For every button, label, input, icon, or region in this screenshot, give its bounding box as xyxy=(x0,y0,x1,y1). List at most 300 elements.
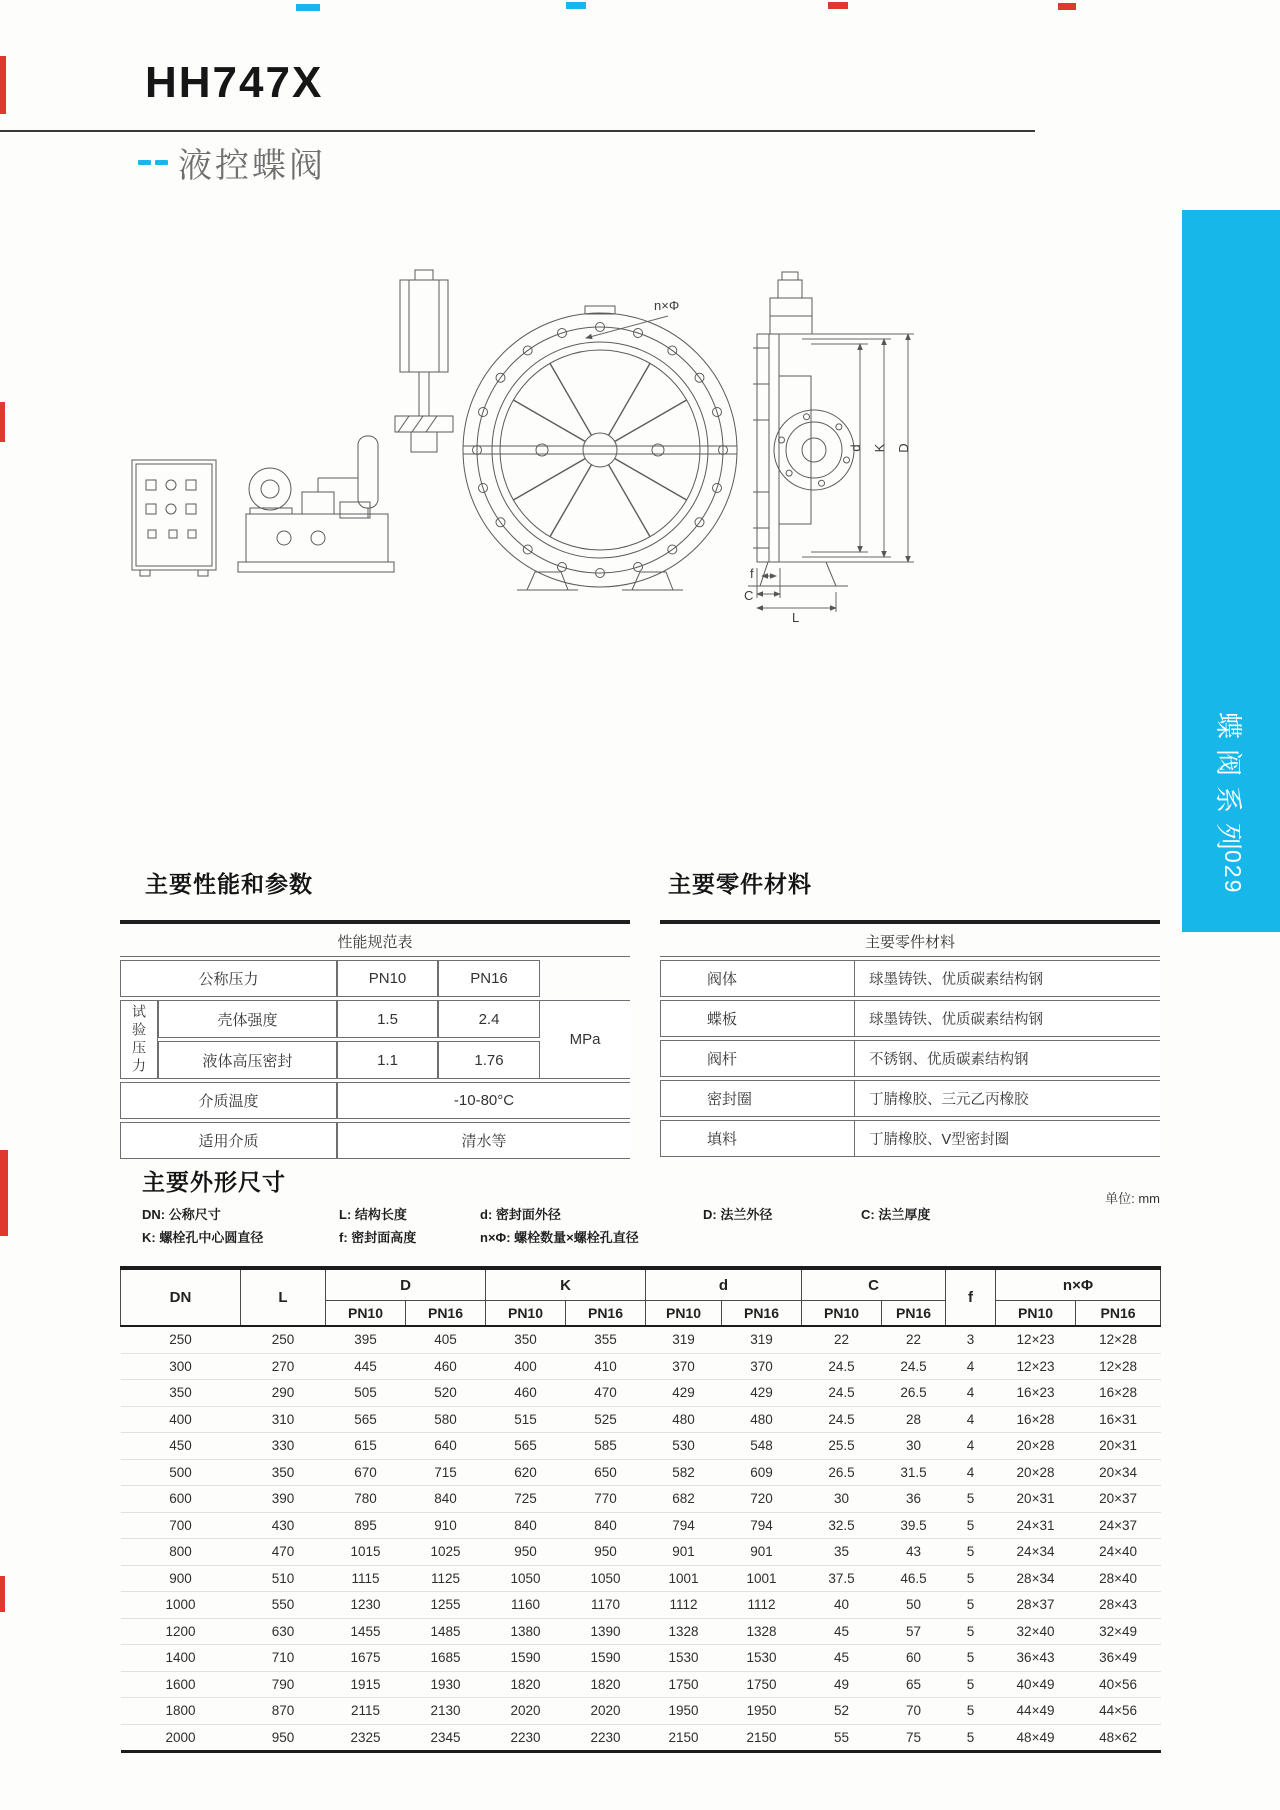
material-value: 丁腈橡胶、三元乙丙橡胶 xyxy=(855,1080,1160,1117)
table-row xyxy=(121,1326,1161,1353)
liquid-seal-label: 液体高压密封 xyxy=(158,1041,337,1079)
dimension-cell: 2000 xyxy=(165,1729,196,1745)
dimension-cell: 1115 xyxy=(326,1565,406,1592)
materials-heading: 主要零件材料 xyxy=(668,871,812,897)
shell-strength-label: 壳体强度 xyxy=(158,1000,337,1038)
dimension-cell: 2345 xyxy=(430,1729,461,1745)
dimension-cell: 1170 xyxy=(566,1592,646,1619)
dimension-cell: 350 xyxy=(241,1459,326,1486)
dimension-cell: 1001 xyxy=(646,1565,722,1592)
side-tab-page-number: 029 xyxy=(1220,850,1246,895)
dimension-cell: 22 xyxy=(882,1326,946,1353)
dimension-cell: 12×28 xyxy=(1076,1326,1161,1353)
page-subtitle-label: 液控蝶阀 xyxy=(178,147,326,185)
liquid-seal-pn10: 1.1 xyxy=(337,1041,438,1079)
table-row xyxy=(121,1406,1161,1433)
dim-d-label: d xyxy=(848,444,863,452)
col-header-f: f xyxy=(946,1268,996,1326)
dimension-cell: 44×49 xyxy=(996,1698,1076,1725)
dimension-cell: 46.5 xyxy=(882,1565,946,1592)
dimension-cell: 32×49 xyxy=(1076,1618,1161,1645)
dimension-cell: 410 xyxy=(566,1353,646,1380)
dimension-cell: 1160 xyxy=(486,1592,566,1619)
table-row xyxy=(121,1353,1161,1380)
dimension-cell: 24×37 xyxy=(1076,1512,1161,1539)
dimension-cell: 950 xyxy=(271,1729,295,1745)
table-row xyxy=(121,1512,1161,1539)
col-group-header: d xyxy=(646,1268,802,1301)
table-row xyxy=(121,1486,1161,1513)
dimension-cell: 720 xyxy=(722,1486,802,1513)
col-subheader-pn16: PN16 xyxy=(406,1301,486,1327)
dimension-cell: 52 xyxy=(802,1698,882,1725)
dimension-cell: 395 xyxy=(326,1326,406,1353)
dimension-cell: 24.5 xyxy=(802,1406,882,1433)
control-cabinet-drawing xyxy=(132,460,216,576)
material-part-label: 密封圈 xyxy=(660,1080,855,1117)
dimension-cell: 350 xyxy=(486,1326,566,1353)
medium-label: 适用介质 xyxy=(120,1122,337,1159)
dimension-cell: 450 xyxy=(121,1433,241,1460)
dim-f-label: f xyxy=(750,566,754,581)
dimension-cell: 40×56 xyxy=(1076,1671,1161,1698)
dimension-cell: 5 xyxy=(946,1645,996,1672)
dimension-cell: 30 xyxy=(882,1433,946,1460)
scan-artifact xyxy=(0,1576,5,1612)
dimension-cell: 460 xyxy=(486,1380,566,1407)
dimension-cell: 65 xyxy=(882,1671,946,1698)
dimension-cell: 1950 xyxy=(646,1698,722,1725)
dimension-cell: 5 xyxy=(946,1698,996,1725)
legend-item: K: 螺栓孔中心圆直径 xyxy=(142,1230,264,1245)
dimension-cell: 530 xyxy=(646,1433,722,1460)
bolt-count-label: n×Φ xyxy=(654,298,680,313)
dimension-cell: 840 xyxy=(486,1512,566,1539)
accent-dash-icon xyxy=(155,160,168,165)
dimension-cell: 2130 xyxy=(406,1698,486,1725)
scan-artifact xyxy=(828,2,848,9)
dimension-cell: 43 xyxy=(882,1539,946,1566)
dimension-cell: 30 xyxy=(802,1486,882,1513)
pump-unit-drawing xyxy=(238,436,394,572)
dimensions-heading: 主要外形尺寸 xyxy=(142,1169,286,1195)
dimension-cell: 350 xyxy=(121,1380,241,1407)
dimension-cell: 48×62 xyxy=(1099,1729,1137,1745)
dimension-cell: 2115 xyxy=(326,1698,406,1725)
dimension-cell: 20×28 xyxy=(996,1459,1076,1486)
col-header-l: L xyxy=(241,1268,326,1326)
dimension-cell: 28×43 xyxy=(1076,1592,1161,1619)
dimension-cell: 75 xyxy=(906,1729,922,1745)
dimension-cell: 40×49 xyxy=(996,1671,1076,1698)
col-subheader-pn10: PN10 xyxy=(646,1301,722,1327)
dimension-cell: 20×34 xyxy=(1076,1459,1161,1486)
table-row xyxy=(121,1539,1161,1566)
dimension-cell: 28×40 xyxy=(1076,1565,1161,1592)
dimension-cell: 682 xyxy=(646,1486,722,1513)
dimension-cell: 901 xyxy=(646,1539,722,1566)
dimension-cell: 790 xyxy=(241,1671,326,1698)
dimension-cell: 2150 xyxy=(668,1729,699,1745)
dimension-cell: 620 xyxy=(486,1459,566,1486)
dimension-cell: 20×31 xyxy=(1076,1433,1161,1460)
dimension-cell: 5 xyxy=(946,1565,996,1592)
dimension-cell: 370 xyxy=(722,1353,802,1380)
col-group-header: D xyxy=(326,1268,486,1301)
dimension-cell: 470 xyxy=(241,1539,326,1566)
dim-c-label: C xyxy=(744,588,754,603)
dimension-cell: 950 xyxy=(486,1539,566,1566)
dimension-cell: 31.5 xyxy=(882,1459,946,1486)
dimension-cell: 1820 xyxy=(566,1671,646,1698)
dimension-cell: 5 xyxy=(946,1592,996,1619)
title-divider xyxy=(0,130,1035,132)
dimension-legend-row2 xyxy=(142,1227,639,1246)
dimension-cell: 565 xyxy=(326,1406,406,1433)
dimension-cell: 37.5 xyxy=(802,1565,882,1592)
side-tab-series-label: 蝶阀系列 xyxy=(1213,712,1243,860)
table-row xyxy=(121,1592,1161,1619)
dimension-cell: 1390 xyxy=(566,1618,646,1645)
dimension-cell: 525 xyxy=(566,1406,646,1433)
dimension-legend-row1 xyxy=(142,1204,930,1223)
dimension-cell: 270 xyxy=(241,1353,326,1380)
dimension-cell: 500 xyxy=(121,1459,241,1486)
dimension-cell: 550 xyxy=(241,1592,326,1619)
table-row xyxy=(121,1645,1161,1672)
dimension-cell: 895 xyxy=(326,1512,406,1539)
dimension-cell: 840 xyxy=(566,1512,646,1539)
dimension-cell: 1685 xyxy=(406,1645,486,1672)
dimension-cell: 580 xyxy=(406,1406,486,1433)
dimension-cell: 794 xyxy=(722,1512,802,1539)
col-subheader-pn16: PN16 xyxy=(566,1301,646,1327)
dimension-cell: 1015 xyxy=(326,1539,406,1566)
scan-artifact xyxy=(0,1150,8,1236)
dimension-cell: 4 xyxy=(946,1353,996,1380)
dimension-cell: 5 xyxy=(946,1671,996,1698)
scan-artifact xyxy=(566,2,586,9)
dimension-cell: 800 xyxy=(121,1539,241,1566)
dimension-cell: 330 xyxy=(241,1433,326,1460)
dimension-cell: 250 xyxy=(241,1326,326,1353)
dimension-cell: 1001 xyxy=(722,1565,802,1592)
dimension-cell: 1025 xyxy=(406,1539,486,1566)
table-row xyxy=(121,1724,1161,1752)
dimension-cell: 950 xyxy=(566,1539,646,1566)
col-group-header: n×Φ xyxy=(996,1268,1161,1301)
dimension-cell: 615 xyxy=(326,1433,406,1460)
dimension-cell: 710 xyxy=(241,1645,326,1672)
dimension-cell: 48×49 xyxy=(1016,1729,1055,1745)
dimension-cell: 370 xyxy=(646,1353,722,1380)
dimension-cell: 505 xyxy=(326,1380,406,1407)
dimension-cell: 670 xyxy=(326,1459,406,1486)
col-group-header: K xyxy=(486,1268,646,1301)
medium-value: 清水等 xyxy=(337,1122,630,1159)
dimension-cell: 1750 xyxy=(646,1671,722,1698)
dimension-cell: 16×23 xyxy=(996,1380,1076,1407)
material-part-label: 阀杆 xyxy=(660,1040,855,1077)
dimension-cell: 5 xyxy=(946,1486,996,1513)
dimension-cell: 2230 xyxy=(510,1729,541,1745)
dimension-cell: 1125 xyxy=(406,1565,486,1592)
scan-artifact xyxy=(296,4,320,11)
table-row xyxy=(121,1671,1161,1698)
dimension-cell: 630 xyxy=(241,1618,326,1645)
nominal-pressure-label: 公称压力 xyxy=(120,960,337,997)
dimension-cell: 1820 xyxy=(486,1671,566,1698)
dimension-cell: 4 xyxy=(946,1433,996,1460)
dimension-cell: 1400 xyxy=(121,1645,241,1672)
shell-strength-pn16: 2.4 xyxy=(438,1000,540,1038)
dimension-cell: 480 xyxy=(646,1406,722,1433)
table-row xyxy=(121,1698,1161,1725)
legend-item: C: 法兰厚度 xyxy=(861,1207,931,1222)
dimension-cell: 4 xyxy=(946,1459,996,1486)
dimension-cell: 1255 xyxy=(406,1592,486,1619)
legend-item: DN: 公称尺寸 xyxy=(142,1207,221,1222)
dimension-cell: 1530 xyxy=(646,1645,722,1672)
performance-table-title: 性能规范表 xyxy=(120,927,630,957)
dimension-cell: 2150 xyxy=(746,1729,777,1745)
dimension-cell: 405 xyxy=(406,1326,486,1353)
legend-item: f: 密封面高度 xyxy=(339,1230,417,1245)
dimension-cell: 32×40 xyxy=(996,1618,1076,1645)
dimension-cell: 1675 xyxy=(326,1645,406,1672)
performance-table xyxy=(120,920,630,1159)
dimension-cell: 1530 xyxy=(722,1645,802,1672)
material-value: 不锈钢、优质碳素结构钢 xyxy=(855,1040,1160,1077)
dimension-cell: 40 xyxy=(802,1592,882,1619)
col-subheader-pn10: PN10 xyxy=(486,1301,566,1327)
dimension-cell: 1800 xyxy=(121,1698,241,1725)
dimension-cell: 565 xyxy=(486,1433,566,1460)
dimension-cell: 429 xyxy=(646,1380,722,1407)
dimension-cell: 600 xyxy=(121,1486,241,1513)
dimension-cell: 1328 xyxy=(722,1618,802,1645)
dimension-cell: 1950 xyxy=(722,1698,802,1725)
dimension-cell: 700 xyxy=(121,1512,241,1539)
dimension-cell: 715 xyxy=(406,1459,486,1486)
dimension-cell: 582 xyxy=(646,1459,722,1486)
dimension-cell: 390 xyxy=(241,1486,326,1513)
dimension-cell: 1230 xyxy=(326,1592,406,1619)
dimension-cell: 609 xyxy=(722,1459,802,1486)
dimension-cell: 430 xyxy=(241,1512,326,1539)
dimension-cell: 1112 xyxy=(722,1592,802,1619)
dimension-cell: 780 xyxy=(326,1486,406,1513)
performance-heading: 主要性能和参数 xyxy=(145,871,313,897)
col-subheader-pn10: PN10 xyxy=(326,1301,406,1327)
dimension-cell: 5 xyxy=(946,1539,996,1566)
col-subheader-pn16: PN16 xyxy=(722,1301,802,1327)
material-value: 球墨铸铁、优质碳素结构钢 xyxy=(855,1000,1160,1037)
dimension-cell: 1750 xyxy=(722,1671,802,1698)
dimension-cell: 250 xyxy=(121,1326,241,1353)
scan-artifact xyxy=(1058,3,1076,10)
col-subheader-pn16: PN16 xyxy=(1076,1301,1161,1327)
material-part-label: 阀体 xyxy=(660,960,855,997)
unit-note: 单位: mm xyxy=(1105,1191,1160,1206)
dimension-cell: 20×37 xyxy=(1076,1486,1161,1513)
dimension-cell: 515 xyxy=(486,1406,566,1433)
dimension-cell: 35 xyxy=(802,1539,882,1566)
legend-item: d: 密封面外径 xyxy=(480,1207,561,1222)
col-subheader-pn10: PN10 xyxy=(996,1301,1076,1327)
valve-front-view-drawing xyxy=(463,306,737,590)
dimension-cell: 57 xyxy=(882,1618,946,1645)
dimension-cell: 840 xyxy=(406,1486,486,1513)
hydraulic-cylinder-drawing xyxy=(395,270,453,452)
dimension-cell: 1112 xyxy=(646,1592,722,1619)
table-row xyxy=(121,1565,1161,1592)
dim-l-label: L xyxy=(792,610,800,625)
dimension-cell: 400 xyxy=(121,1406,241,1433)
dimension-cell: 1000 xyxy=(121,1592,241,1619)
dimension-cell: 900 xyxy=(121,1565,241,1592)
dimension-cell: 39.5 xyxy=(882,1512,946,1539)
dimension-cell: 28×34 xyxy=(996,1565,1076,1592)
dim-D-label: D xyxy=(896,443,911,453)
dimension-cell: 16×31 xyxy=(1076,1406,1161,1433)
dimension-cell: 429 xyxy=(722,1380,802,1407)
dimension-cell: 16×28 xyxy=(1076,1380,1161,1407)
dimension-cell: 1328 xyxy=(646,1618,722,1645)
pn16-header: PN16 xyxy=(438,960,540,997)
material-value: 丁腈橡胶、V型密封圈 xyxy=(855,1120,1160,1157)
dimension-cell: 725 xyxy=(486,1486,566,1513)
dimension-cell: 16×28 xyxy=(996,1406,1076,1433)
accent-dash-icon xyxy=(138,160,151,165)
medium-temp-value: -10-80°C xyxy=(337,1082,630,1119)
col-group-header: C xyxy=(802,1268,946,1301)
pn10-header: PN10 xyxy=(337,960,438,997)
dimension-cell: 1915 xyxy=(326,1671,406,1698)
dimension-cell: 20×31 xyxy=(996,1486,1076,1513)
dimension-cell: 290 xyxy=(241,1380,326,1407)
dimension-cell: 12×23 xyxy=(996,1326,1076,1353)
model-title: HH747X xyxy=(145,58,324,107)
dimension-cell: 910 xyxy=(406,1512,486,1539)
legend-item: L: 结构长度 xyxy=(339,1207,407,1222)
dimension-cell: 650 xyxy=(566,1459,646,1486)
dimension-cell: 20×28 xyxy=(996,1433,1076,1460)
dimension-cell: 12×23 xyxy=(996,1353,1076,1380)
dimension-cell: 355 xyxy=(566,1326,646,1353)
dimension-cell: 4 xyxy=(946,1380,996,1407)
dimension-cell: 585 xyxy=(566,1433,646,1460)
dimension-cell: 24×34 xyxy=(996,1539,1076,1566)
dimension-cell: 445 xyxy=(326,1353,406,1380)
dimension-cell: 26.5 xyxy=(802,1459,882,1486)
table-row xyxy=(121,1380,1161,1407)
col-header-dn: DN xyxy=(121,1268,241,1326)
dimension-cell: 24×40 xyxy=(1076,1539,1161,1566)
dimension-cell: 1380 xyxy=(486,1618,566,1645)
shell-strength-pn10: 1.5 xyxy=(337,1000,438,1038)
dimension-cell: 24.5 xyxy=(802,1353,882,1380)
material-part-label: 蝶板 xyxy=(660,1000,855,1037)
dimension-cell: 870 xyxy=(241,1698,326,1725)
dimension-cell: 50 xyxy=(882,1592,946,1619)
dimension-cell: 400 xyxy=(486,1353,566,1380)
table-row xyxy=(121,1433,1161,1460)
dimension-cell: 5 xyxy=(966,1729,975,1745)
dimension-cell: 1200 xyxy=(121,1618,241,1645)
dimension-cell: 470 xyxy=(566,1380,646,1407)
dimension-cell: 24×31 xyxy=(996,1512,1076,1539)
test-pressure-label: 试验压力 xyxy=(120,1000,158,1079)
materials-table-title: 主要零件材料 xyxy=(660,927,1160,957)
dimension-cell: 1590 xyxy=(566,1645,646,1672)
dimension-cell: 5 xyxy=(946,1618,996,1645)
dimension-cell: 901 xyxy=(722,1539,802,1566)
dimension-cell: 460 xyxy=(406,1353,486,1380)
table-row xyxy=(121,1459,1161,1486)
pressure-unit: MPa xyxy=(540,1000,630,1079)
dimension-cell: 3 xyxy=(946,1326,996,1353)
dimension-cell: 36 xyxy=(882,1486,946,1513)
dimension-cell: 44×56 xyxy=(1076,1698,1161,1725)
dimensions-table xyxy=(120,1266,1161,1753)
dimension-cell: 300 xyxy=(121,1353,241,1380)
dimension-cell: 1050 xyxy=(566,1565,646,1592)
valve-side-view-drawing xyxy=(748,272,854,586)
dimension-cell: 1485 xyxy=(406,1618,486,1645)
dimension-cell: 1600 xyxy=(121,1671,241,1698)
dimension-cell: 510 xyxy=(241,1565,326,1592)
material-value: 球墨铸铁、优质碳素结构钢 xyxy=(855,960,1160,997)
valve-technical-drawing xyxy=(112,256,972,676)
dimension-cell: 25.5 xyxy=(802,1433,882,1460)
dimension-cell: 2020 xyxy=(566,1698,646,1725)
legend-item: D: 法兰外径 xyxy=(703,1207,773,1222)
dimension-cell: 12×28 xyxy=(1076,1353,1161,1380)
dimension-cell: 319 xyxy=(722,1326,802,1353)
dimension-cell: 5 xyxy=(946,1512,996,1539)
dimension-cell: 36×43 xyxy=(996,1645,1076,1672)
dimension-cell: 28×37 xyxy=(996,1592,1076,1619)
dimension-cell: 45 xyxy=(802,1645,882,1672)
dimension-cell: 24.5 xyxy=(882,1353,946,1380)
dimension-cell: 1590 xyxy=(486,1645,566,1672)
dimension-cell: 310 xyxy=(241,1406,326,1433)
dim-k-label: K xyxy=(872,443,887,453)
dimension-cell: 24.5 xyxy=(802,1380,882,1407)
col-subheader-pn10: PN10 xyxy=(802,1301,882,1327)
dimension-cell: 480 xyxy=(722,1406,802,1433)
scan-artifact xyxy=(0,402,5,442)
dimension-cell: 45 xyxy=(802,1618,882,1645)
materials-table xyxy=(660,920,1160,1157)
dimension-cell: 770 xyxy=(566,1486,646,1513)
dimension-cell: 70 xyxy=(882,1698,946,1725)
legend-item: n×Φ: 螺栓数量×螺栓孔直径 xyxy=(480,1230,639,1245)
dimension-cell: 1050 xyxy=(486,1565,566,1592)
dimension-cell: 36×49 xyxy=(1076,1645,1161,1672)
dimension-cell: 55 xyxy=(834,1729,850,1745)
dimension-cell: 32.5 xyxy=(802,1512,882,1539)
scan-artifact xyxy=(0,56,6,114)
dimension-cell: 22 xyxy=(802,1326,882,1353)
dimension-cell: 794 xyxy=(646,1512,722,1539)
dimension-cell: 1455 xyxy=(326,1618,406,1645)
dimension-cell: 49 xyxy=(802,1671,882,1698)
medium-temp-label: 介质温度 xyxy=(120,1082,337,1119)
dimension-cell: 640 xyxy=(406,1433,486,1460)
table-row xyxy=(121,1618,1161,1645)
